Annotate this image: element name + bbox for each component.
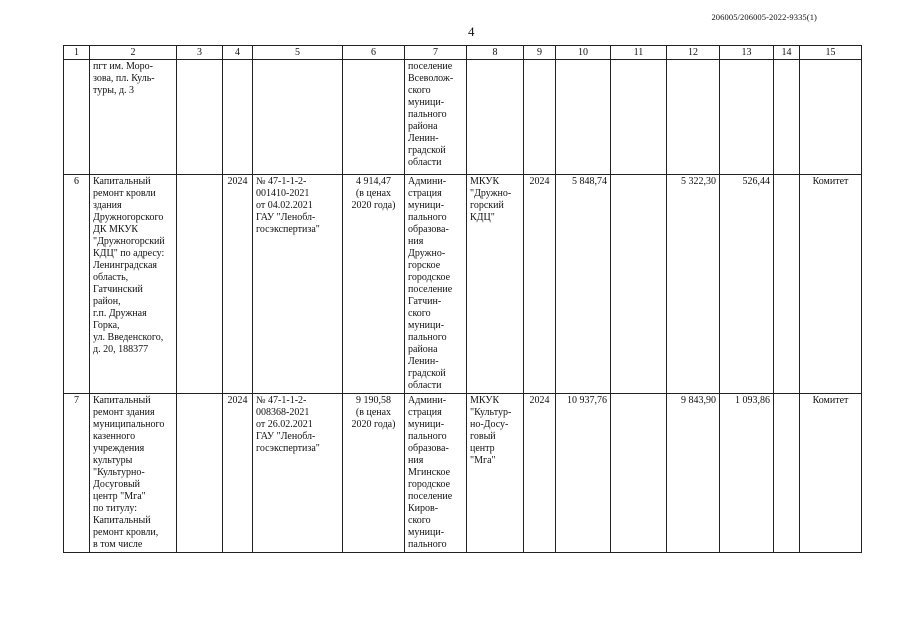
- cell-text-line: казенного: [93, 431, 136, 442]
- cell-text-line: ремонт кровли,: [93, 527, 159, 538]
- cell-text-line: ского: [408, 515, 431, 526]
- expertise-cell: [253, 394, 343, 553]
- year-cell: 2024: [524, 175, 556, 394]
- cell-text-line: муници-: [408, 419, 445, 430]
- cell-text-line: муници-: [408, 200, 445, 211]
- column-header: 1: [64, 46, 90, 60]
- row-number: 7: [64, 394, 90, 553]
- cell-text-line: пального: [408, 431, 447, 442]
- column-header: 11: [611, 46, 667, 60]
- cell-text-line: Всеволож-: [408, 73, 454, 84]
- cell-text-line: госэкспертиза": [256, 443, 320, 454]
- cell-text-line: по титулу:: [93, 503, 138, 514]
- cell-text-line: горский: [470, 200, 504, 211]
- row-number: 6: [64, 175, 90, 394]
- cell-text-line: муниципального: [93, 419, 165, 430]
- object-description-cell: [90, 394, 177, 553]
- cell-text-line: страция: [408, 407, 442, 418]
- cell-text-line: здания: [93, 200, 122, 211]
- year-cell: 2024: [524, 394, 556, 553]
- cell-text-line: ул. Введенского,: [93, 332, 164, 343]
- data-table: [63, 45, 862, 553]
- column-header: 13: [720, 46, 774, 60]
- cell-text-line: госэкспертиза": [256, 224, 320, 235]
- cell-text-line: ремонт кровли: [93, 188, 156, 199]
- cell-text-line: 4 914,47: [356, 176, 391, 187]
- document-number: 206005/206005-2022-9335(1): [711, 12, 817, 22]
- cell-text-line: КДЦ": [470, 212, 495, 223]
- cell-text-line: Дружно-: [408, 248, 446, 259]
- object-description-cell: [90, 60, 177, 175]
- cell-text-line: район,: [93, 296, 121, 307]
- amount-cell: 9 843,90: [667, 394, 720, 553]
- column-header: 2: [90, 46, 177, 60]
- organization-cell: [405, 175, 467, 394]
- cell-text-line: КДЦ" по адресу:: [93, 248, 165, 259]
- page-number: 4: [468, 24, 475, 39]
- column-header: 6: [343, 46, 405, 60]
- cell-text-line: ского: [408, 85, 431, 96]
- cell-text-line: туры, д. 3: [93, 85, 135, 96]
- cell-text-line: Ленинградская: [93, 260, 158, 271]
- cost-cell: [343, 175, 405, 394]
- cell-text-line: области: [408, 380, 442, 391]
- cell-text-line: градской: [408, 368, 446, 379]
- cell-text-line: "Дружно-: [470, 188, 512, 199]
- cell-text-line: Ленин-: [408, 133, 439, 144]
- responsible-cell: Комитет: [800, 175, 862, 394]
- cell-text-line: поселение: [408, 284, 453, 295]
- table-row: [64, 60, 862, 175]
- cell-text-line: д. 20, 188377: [93, 344, 149, 355]
- cell-text-line: "Мга": [470, 455, 496, 466]
- column-header: 4: [223, 46, 253, 60]
- table-row: [64, 394, 862, 553]
- amount-cell: 1 093,86: [720, 394, 774, 553]
- cell-text-line: градской: [408, 145, 446, 156]
- column-header: 10: [556, 46, 611, 60]
- cell-text-line: от 04.02.2021: [256, 200, 313, 211]
- cell-text-line: Киров-: [408, 503, 439, 514]
- cell-text-line: района: [408, 121, 438, 132]
- header-row: [64, 46, 862, 60]
- cell-text-line: область,: [93, 272, 129, 283]
- cell-text-line: поселение: [408, 61, 453, 72]
- amount-cell: 5 322,30: [667, 175, 720, 394]
- column-header: 8: [467, 46, 524, 60]
- cell-text-line: в том числе: [93, 539, 143, 550]
- column-header: 12: [667, 46, 720, 60]
- cell-text-line: центр "Мга": [93, 491, 146, 502]
- cell-text-line: г.п. Дружная: [93, 308, 147, 319]
- cell-text-line: (в ценах: [355, 407, 392, 418]
- cell-text-line: 2020 года): [351, 419, 396, 430]
- cell-text-line: муници-: [408, 527, 445, 538]
- cell-text-line: 2020 года): [351, 200, 396, 211]
- cell-text-line: Дружногорского: [93, 212, 164, 223]
- cell-text-line: учреждения: [93, 443, 145, 454]
- object-description-cell: [90, 175, 177, 394]
- amount-cell: 10 937,76: [556, 394, 611, 553]
- column-header: 15: [800, 46, 862, 60]
- cell-text-line: ния: [408, 236, 424, 247]
- cell-text-line: центр: [470, 443, 495, 454]
- cell-text-line: пгт им. Моро-: [93, 61, 153, 72]
- expertise-cell: [253, 175, 343, 394]
- cell-text-line: Досуговый: [93, 479, 141, 490]
- cell-text-line: "Культурно-: [93, 467, 145, 478]
- cell-text-line: (в ценах: [355, 188, 392, 199]
- table-row: [64, 175, 862, 394]
- responsible-cell: Комитет: [800, 394, 862, 553]
- recipient-cell: [467, 175, 524, 394]
- cell-text-line: горское: [408, 260, 441, 271]
- cell-text-line: муници-: [408, 320, 445, 331]
- cell-text-line: пального: [408, 332, 447, 343]
- column-header: 14: [774, 46, 800, 60]
- cell-text-line: пального: [408, 109, 447, 120]
- column-header: 9: [524, 46, 556, 60]
- year-cell: 2024: [223, 175, 253, 394]
- cell-text-line: ГАУ "Ленобл-: [256, 212, 316, 223]
- cell-text-line: Мгинское: [408, 467, 451, 478]
- cell-text-line: от 26.02.2021: [256, 419, 313, 430]
- cell-text-line: "Культур-: [470, 407, 512, 418]
- cell-text-line: ГАУ "Ленобл-: [256, 431, 316, 442]
- cell-text-line: пального: [408, 212, 447, 223]
- cell-text-line: зова, пл. Куль-: [93, 73, 155, 84]
- organization-cell: [405, 394, 467, 553]
- cell-text-line: МКУК: [470, 176, 500, 187]
- cell-text-line: городское: [408, 479, 451, 490]
- recipient-cell: [467, 394, 524, 553]
- cell-text-line: образова-: [408, 224, 449, 235]
- column-header: 5: [253, 46, 343, 60]
- cell-text-line: ского: [408, 308, 431, 319]
- amount-cell: 5 848,74: [556, 175, 611, 394]
- cell-text-line: городское: [408, 272, 451, 283]
- cell-text-line: "Дружногорский: [93, 236, 165, 247]
- cell-text-line: 001410-2021: [256, 188, 310, 199]
- cell-text-line: Гатчинский: [93, 284, 143, 295]
- cell-text-line: Админи-: [408, 395, 447, 406]
- cell-text-line: ДК МКУК: [93, 224, 139, 235]
- cell-text-line: Гатчин-: [408, 296, 442, 307]
- cell-text-line: Горка,: [93, 320, 120, 331]
- cell-text-line: Капитальный: [93, 176, 151, 187]
- year-cell: 2024: [223, 394, 253, 553]
- cell-text-line: № 47-1-1-2-: [256, 395, 307, 406]
- cell-text-line: страция: [408, 188, 442, 199]
- cell-text-line: ремонт здания: [93, 407, 155, 418]
- organization-cell: [405, 60, 467, 175]
- cell-text-line: говый: [470, 431, 496, 442]
- cell-text-line: района: [408, 344, 438, 355]
- cell-text-line: области: [408, 157, 442, 168]
- cell-text-line: поселение: [408, 491, 453, 502]
- cell-text-line: муници-: [408, 97, 445, 108]
- cell-text-line: 9 190,58: [356, 395, 391, 406]
- cost-cell: [343, 394, 405, 553]
- cell-text-line: пального: [408, 539, 447, 550]
- cell-text-line: образова-: [408, 443, 449, 454]
- cell-text-line: МКУК: [470, 395, 500, 406]
- cell-text-line: ния: [408, 455, 424, 466]
- cell-text-line: № 47-1-1-2-: [256, 176, 307, 187]
- cell-text-line: Капитальный: [93, 395, 151, 406]
- cell-text-line: Админи-: [408, 176, 447, 187]
- cell-text-line: Капитальный: [93, 515, 151, 526]
- column-header: 7: [405, 46, 467, 60]
- cell-text-line: 008368-2021: [256, 407, 310, 418]
- column-header: 3: [177, 46, 223, 60]
- cell-text-line: но-Досу-: [470, 419, 509, 430]
- amount-cell: 526,44: [720, 175, 774, 394]
- cell-text-line: культуры: [93, 455, 133, 466]
- cell-text-line: Ленин-: [408, 356, 439, 367]
